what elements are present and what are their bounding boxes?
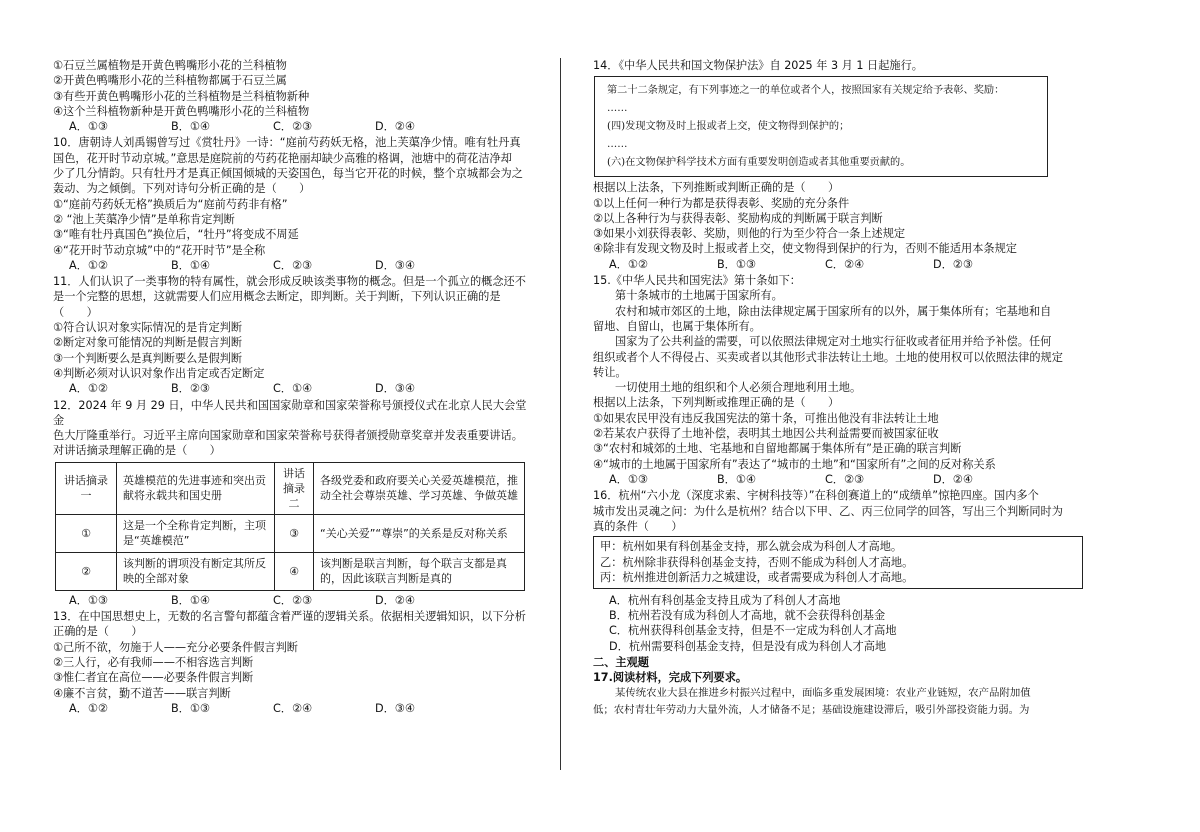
q16-options bbox=[593, 593, 1093, 654]
q10-item: ③“唯有牡丹真国色”换位后，“牡丹”将变成不周延 bbox=[53, 228, 299, 242]
q11-item: ①符合认识对象实际情况的是肯定判断 bbox=[53, 321, 243, 335]
q11-options bbox=[53, 381, 533, 396]
table-header-cell: 讲话摘录一 bbox=[56, 462, 117, 514]
option-b[interactable]: B．杭州若没有成为科创人才高地，就不会获得科创基金 bbox=[609, 608, 886, 622]
q16-stem: 城市发出灵魂之问：为什么是杭州？结合以下甲、乙、丙三位同学的回答，写出三个判断同时为 bbox=[593, 504, 1063, 518]
option-d[interactable]: D．②④ bbox=[375, 120, 415, 134]
q10-stem: 轰动、为之倾倒。下列对诗句分析正确的是（ ） bbox=[53, 182, 311, 196]
option-b[interactable]: B．①③ bbox=[717, 257, 756, 271]
law-text: 农村和城市郊区的土地，除由法律规定属于国家所有的以外，属于集体所有；宅基地和自 bbox=[615, 304, 1052, 318]
left-column bbox=[53, 58, 533, 716]
option-c[interactable]: C．②③ bbox=[273, 258, 313, 272]
table-cell: 这是一个全称肯定判断，主项是“英雄模范” bbox=[117, 514, 275, 552]
answer-line: 丙：杭州推进创新活力之城建设，或者需要成为科创人才高地。 bbox=[600, 571, 914, 585]
table-cell: 该判断的谓项没有断定其所反映的全部对象 bbox=[117, 552, 275, 590]
answer-line: 甲：杭州如果有科创基金支持，那么就会成为科创人才高地。 bbox=[600, 540, 903, 554]
q9-item: ④这个兰科植物新种是开黄色鸭嘴形小花的兰科植物 bbox=[53, 104, 310, 118]
q13-item: ②三人行，必有我师——不相容选言判断 bbox=[53, 655, 254, 669]
option-d[interactable]: D．杭州需要科创基金支持，但是没有成为科创人才高地 bbox=[609, 639, 887, 653]
quote-line: (六)在文物保护科学技术方面有重要发明创造或者其他重要贡献的。 bbox=[607, 157, 911, 169]
law-text: 一切使用土地的组织和个人必须合理地利用土地。 bbox=[615, 381, 862, 395]
table-cell: 该判断是联言判断，每个联言支都是真的，因此该联言判断是真的 bbox=[314, 552, 525, 590]
table-cell: “关心关爱”“尊崇”的关系是反对称关系 bbox=[314, 514, 525, 552]
q14-item: ②以上各种行为与获得表彰、奖励构成的判断属于联言判断 bbox=[593, 211, 883, 225]
q10-item: ② “池上芙蕖净少情”是单称肯定判断 bbox=[53, 212, 235, 226]
table-cell: 各级党委和政府要关心关爱英雄模范，推动全社会尊崇英雄、学习英雄、争做英雄 bbox=[314, 462, 525, 514]
q14-item: ①以上任何一种行为都是获得表彰、奖励的充分条件 bbox=[593, 196, 850, 210]
option-a[interactable]: A．①③ bbox=[69, 593, 108, 607]
q17-material: 低；农村青壮年劳动力大量外流，人才储备不足；基础设施建设滞后，吸引外部投资能力弱。为 bbox=[593, 704, 1030, 717]
option-c[interactable]: C．②③ bbox=[273, 120, 313, 134]
q15-item: ①如果农民甲没有违反我国宪法的第十条，可推出他没有非法转让土地 bbox=[593, 411, 939, 425]
q10-stem: 10．唐朝诗人刘禹锡曾写过《赏牡丹》一诗：“庭前芍药妖无格，池上芙蕖净少情。唯有牡丹真 bbox=[53, 136, 521, 150]
q14-item: ③如果小刘获得表彰、奖励，则他的行为至少符合一条上述规定 bbox=[593, 227, 906, 241]
q11-stem: 11．人们认识了一类事物的特有属性，就会形成反映该类事物的概念。但是一个孤立的概念还不 bbox=[53, 275, 526, 289]
table-cell: ① bbox=[56, 514, 117, 552]
law-text: 国家为了公共利益的需要，可以依照法律规定对土地实行征收或者征用并给予补偿。任何 bbox=[615, 335, 1052, 349]
table-cell: ② bbox=[56, 552, 117, 590]
q15-item: ④“城市的土地属于国家所有”表达了“城市的土地”和“国家所有”之间的反对称关系 bbox=[593, 457, 996, 471]
option-c[interactable]: C．②③ bbox=[273, 593, 313, 607]
q15-options bbox=[593, 472, 1093, 487]
q12-stem: 色大厅隆重举行。习近平主席向国家勋章和国家荣誉称号获得者颁授勋章奖章并发表重要讲话。 bbox=[53, 429, 523, 443]
law-text: 转让。 bbox=[593, 365, 627, 379]
q15-ask: 根据以上法条，下列判断或推理正确的是（ ） bbox=[593, 396, 840, 410]
option-d[interactable]: D．②③ bbox=[933, 257, 973, 271]
q10-item: ④“花开时节动京城”中的“花开时节”是全称 bbox=[53, 243, 266, 257]
q11-stem: （ ） bbox=[53, 305, 98, 319]
q14-ask: 根据以上法条，下列推断或判断正确的是（ ） bbox=[593, 181, 840, 195]
q10-options bbox=[53, 258, 533, 273]
q11-item: ③一个判断要么是真判断要么是假判断 bbox=[53, 351, 243, 365]
option-d[interactable]: D．③④ bbox=[375, 701, 415, 715]
q14-stem: 14．《中华人民共和国文物保护法》自 2025 年 3 月 1 日起施行。 bbox=[593, 59, 923, 72]
column-divider bbox=[560, 58, 561, 770]
option-d[interactable]: D．③④ bbox=[375, 382, 415, 396]
option-d[interactable]: D．③④ bbox=[375, 258, 415, 272]
q9-item: ①石豆兰属植物是开黄色鸭嘴形小花的兰科植物 bbox=[53, 59, 287, 72]
option-b[interactable]: B．①④ bbox=[171, 593, 210, 607]
table-cell: ④ bbox=[275, 552, 314, 590]
option-c[interactable]: C．杭州获得科创基金支持，但是不一定成为科创人才高地 bbox=[609, 624, 897, 638]
option-d[interactable]: D．②④ bbox=[375, 593, 415, 607]
q16-stem: 16．杭州“六小龙（深度求索、宇树科技等）”在科创赛道上的“成绩单”惊艳四座。国内多个 bbox=[593, 489, 1039, 503]
section-heading: 二、主观题 bbox=[593, 655, 649, 669]
option-c[interactable]: C．②③ bbox=[825, 472, 865, 486]
law-quote-box bbox=[594, 76, 1048, 177]
option-d[interactable]: D．②④ bbox=[933, 472, 973, 486]
option-a[interactable]: A．杭州有科创基金支持且成为了科创人才高地 bbox=[609, 593, 841, 607]
q11-stem: 是一个完整的思想，这就需要人们应用概念去断定，即判断。关于判断，下列认识正确的是 bbox=[53, 290, 501, 304]
answer-line: 乙：杭州除非获得科创基金支持，否则不能成为科创人才高地。 bbox=[600, 555, 914, 569]
q15-stem: 15.《中华人民共和国宪法》第十条如下： bbox=[593, 274, 801, 288]
table-row bbox=[56, 514, 525, 552]
option-a[interactable]: A．①② bbox=[69, 701, 108, 715]
table-row bbox=[56, 462, 525, 514]
option-a[interactable]: A．①② bbox=[609, 257, 648, 271]
option-b[interactable]: B．①④ bbox=[171, 120, 210, 134]
q17-stem: 17.阅读材料，完成下列要求。 bbox=[593, 671, 748, 685]
quote-line: …… bbox=[607, 139, 628, 151]
table-row bbox=[56, 552, 525, 590]
option-a[interactable]: A．①② bbox=[69, 382, 108, 396]
q12-options bbox=[53, 593, 533, 608]
law-text: 组织或者个人不得侵占、买卖或者以其他形式非法转让土地。土地的使用权可以依照法律的规定 bbox=[593, 350, 1063, 364]
student-answers-box bbox=[593, 536, 1083, 589]
q15-item: ③“农村和城郊的土地、宅基地和自留地都属于集体所有”是正确的联言判断 bbox=[593, 442, 962, 456]
q11-item: ②断定对象可能情况的判断是假言判断 bbox=[53, 336, 243, 350]
option-b[interactable]: B．①④ bbox=[717, 472, 756, 486]
q14-item: ④除非有发现文物及时上报或者上交，使文物得到保护的行为，否则不能适用本条规定 bbox=[593, 242, 1017, 256]
speech-table bbox=[55, 462, 525, 591]
table-cell: ③ bbox=[275, 514, 314, 552]
option-c[interactable]: C．②④ bbox=[825, 257, 865, 271]
quote-line: 第二十二条规定，有下列事迹之一的单位或者个人，按照国家有关规定给予表彰、奖励： bbox=[607, 85, 1005, 97]
q17-material: 某传统农业大县在推进乡村振兴过程中，面临多重发展困境：农业产业链短，农产品附加值 bbox=[615, 687, 1031, 700]
table-cell: 英雄模范的先进事迹和突出贡献将永载共和国史册 bbox=[117, 462, 275, 514]
table-header-cell: 讲话摘录二 bbox=[275, 462, 314, 514]
q12-stem: 12．2024 年 9 月 29 日，中华人民共和国国家勋章和国家荣誉称号颁授仪式在北京人民大会堂金 bbox=[53, 398, 527, 427]
q9-options bbox=[53, 119, 533, 134]
q13-item: ③惟仁者宜在高位——必要条件假言判断 bbox=[53, 671, 254, 685]
quote-line: …… bbox=[607, 103, 628, 115]
q9-item: ③有些开黄色鸭嘴形小花的兰科植物是兰科植物新种 bbox=[53, 89, 310, 103]
q13-options bbox=[53, 701, 533, 716]
option-a[interactable]: A．①② bbox=[69, 258, 108, 272]
q16-stem: 真的条件（ ） bbox=[593, 519, 683, 533]
q9-item: ②开黄色鸭嘴形小花的兰科植物都属于石豆兰属 bbox=[53, 74, 287, 88]
option-b[interactable]: B．①④ bbox=[171, 258, 210, 272]
option-a[interactable]: A．①③ bbox=[609, 472, 648, 486]
q15-item: ②若某农户获得了土地补偿，表明其土地因公共利益需要而被国家征收 bbox=[593, 427, 939, 441]
q12-stem: 对讲话摘录理解正确的是（ ） bbox=[53, 444, 221, 458]
q10-item: ①“庭前芍药妖无格”换质后为“庭前芍药非有格” bbox=[53, 197, 288, 211]
option-b[interactable]: B．①③ bbox=[171, 701, 210, 715]
quote-line: (四)发现文物及时上报或者上交，使文物得到保护的； bbox=[607, 121, 850, 133]
right-column bbox=[593, 58, 1093, 719]
option-b[interactable]: B．②③ bbox=[171, 382, 210, 396]
option-c[interactable]: C．②④ bbox=[273, 701, 313, 715]
option-a[interactable]: A．①③ bbox=[69, 120, 108, 134]
q11-item: ④判断必须对认识对象作出肯定或否定断定 bbox=[53, 366, 265, 380]
q10-stem: 少了几分情韵。只有牡丹才是真正倾国倾城的天姿国色，每当它开花的时候，整个京城都会为之 bbox=[53, 167, 523, 181]
q10-stem: 国色，花开时节动京城。”意思是庭院前的芍药花艳丽却缺少高雅的格调，池塘中的荷花洁净却 bbox=[53, 151, 512, 165]
law-text: 第十条城市的土地属于国家所有。 bbox=[615, 289, 783, 303]
option-c[interactable]: C．①④ bbox=[273, 382, 313, 396]
q13-stem: 正确的是（ ） bbox=[53, 625, 143, 639]
law-text: 留地、自留山，也属于集体所有。 bbox=[593, 319, 761, 333]
q14-options bbox=[593, 257, 1093, 272]
q13-item: ④廉不言贫，勤不道苦——联言判断 bbox=[53, 686, 231, 700]
q13-item: ①己所不欲，勿施于人——充分必要条件假言判断 bbox=[53, 640, 298, 654]
q13-stem: 13．在中国思想史上，无数的名言警句都蕴含着严谨的逻辑关系。依据相关逻辑知识，以下分析 bbox=[53, 610, 526, 624]
